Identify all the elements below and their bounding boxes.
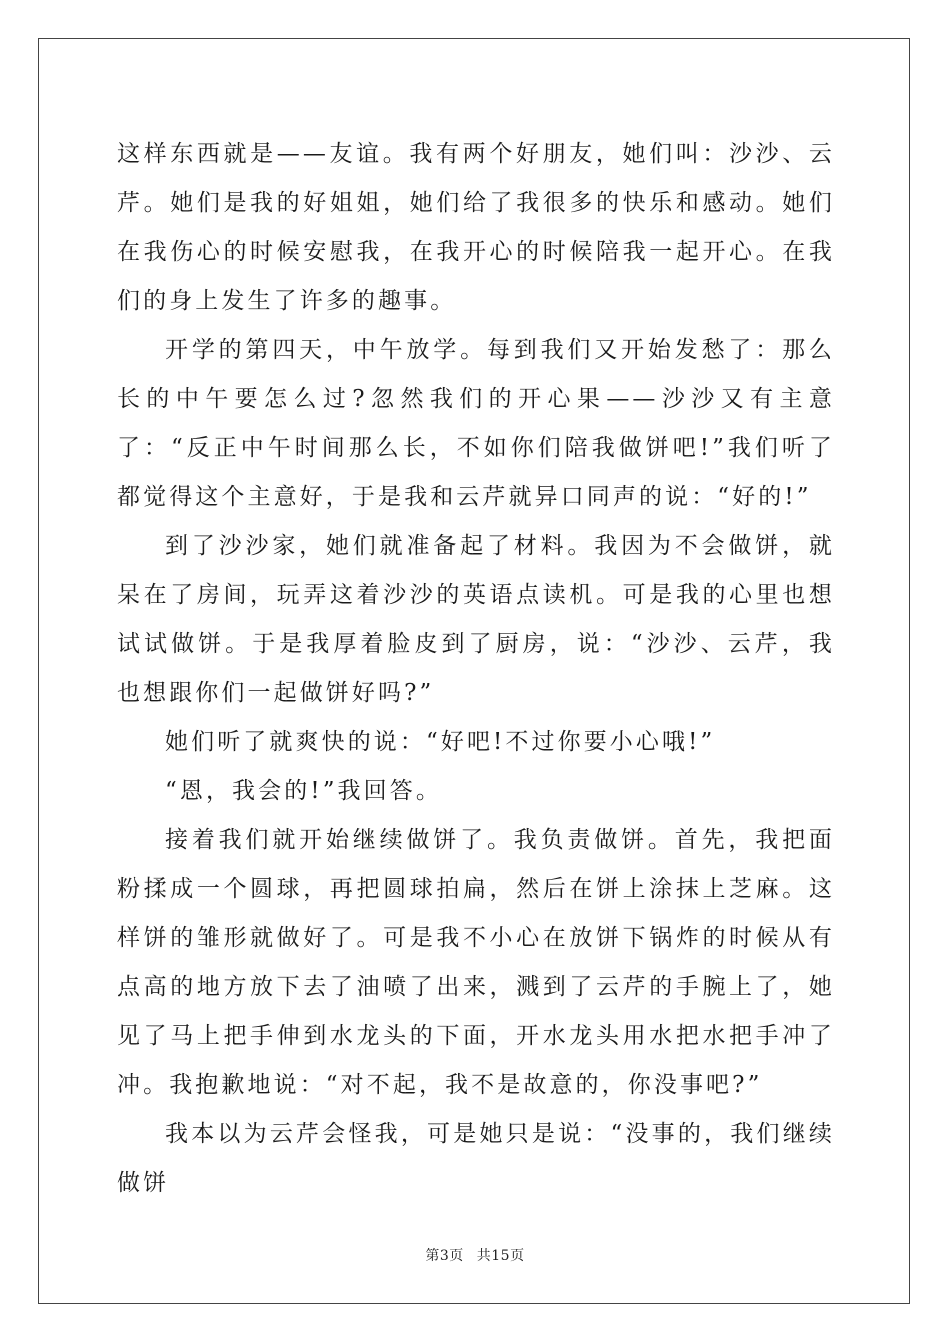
paragraph-3: 到了沙沙家，她们就准备起了材料。我因为不会做饼，就呆在了房间，玩弄这着沙沙的英语点读机。可是我的心里也想试试做饼。于是我厚着脸皮到了厨房，说：“沙沙、云芹，我也想跟你们一起做饼好吗?” bbox=[117, 533, 835, 706]
paragraph-2: 开学的第四天，中午放学。每到我们又开始发愁了：那么长的中午要怎么过?忽然我们的开心果——沙沙又有主意了：“反正中午时间那么长，不如你们陪我做饼吧!”我们听了都觉得这个主意好，于是我和云芹就异口同声的说：“好的!” bbox=[117, 337, 835, 510]
document-body bbox=[117, 130, 835, 1208]
paragraph-5: “恩，我会的!”我回答。 bbox=[165, 778, 442, 804]
paragraph-7: 我本以为云芹会怪我，可是她只是说：“没事的，我们继续做饼 bbox=[117, 1121, 835, 1196]
page-total: 共15页 bbox=[476, 1248, 525, 1264]
page-number: 第3页 bbox=[425, 1248, 464, 1264]
paragraph-6: 接着我们就开始继续做饼了。我负责做饼。首先，我把面粉揉成一个圆球，再把圆球拍扁，然后在饼上涂抹上芝麻。这样饼的雏形就做好了。可是我不小心在放饼下锅炸的时候从有点高的地方放下去了油喷了出来，溅到了云芹的手腕上了，她见了马上把手伸到水龙头的下面，开水龙头用水把水把手冲了冲。我抱歉地说：“对不起，我不是故意的，你没事吧?” bbox=[117, 827, 835, 1098]
paragraph-4: 她们听了就爽快的说：“好吧!不过你要小心哦!” bbox=[165, 729, 716, 755]
page-footer bbox=[0, 1245, 950, 1265]
paragraph-1: 这样东西就是——友谊。我有两个好朋友，她们叫：沙沙、云芹。她们是我的好姐姐，她们给了我很多的快乐和感动。她们在我伤心的时候安慰我，在我开心的时候陪我一起开心。在我们的身上发生了许多的趣事。 bbox=[117, 141, 835, 314]
